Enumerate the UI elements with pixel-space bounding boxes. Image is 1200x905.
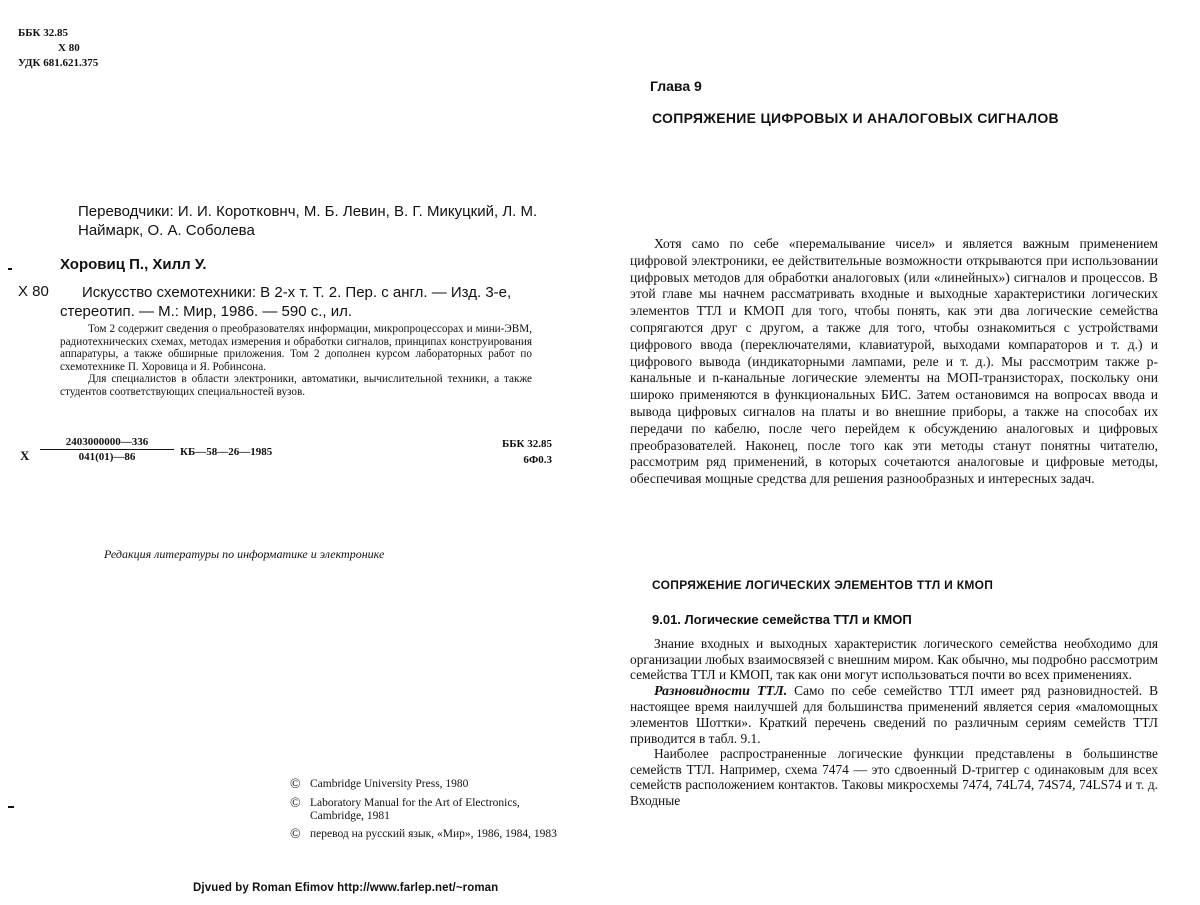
copyright-text: Cambridge University Press, 1980 bbox=[310, 778, 469, 790]
margin-mark bbox=[8, 806, 14, 808]
right-page bbox=[600, 0, 1200, 905]
copyright-icon: © bbox=[290, 777, 301, 792]
code-fraction bbox=[40, 436, 174, 463]
chapter-intro bbox=[630, 236, 1158, 488]
editorial-line: Редакция литературы по информатике и электронике bbox=[104, 547, 385, 561]
code-bbk: ББК 32.85 bbox=[502, 438, 553, 450]
subsection-heading: 9.01. Логические семейства ТТЛ и КМОП bbox=[652, 612, 912, 627]
code-denominator: 041(01)—86 bbox=[78, 451, 136, 463]
book-description bbox=[60, 283, 540, 321]
code-letter: X bbox=[20, 448, 30, 463]
copyright-icon: © bbox=[290, 827, 301, 842]
book-description-text: Искусство схемотехники: В 2-х т. Т. 2. Пер. с англ. — Изд. 3-е, стереотип. — М.: Мир, 1986. — 590 с., ил. bbox=[60, 284, 512, 320]
copyright-list bbox=[290, 778, 565, 847]
bbk-code: ББК 32.85 bbox=[18, 27, 69, 39]
body-paragraph bbox=[630, 683, 1158, 746]
chapter-title: СОПРЯЖЕНИЕ ЦИФРОВЫХ И АНАЛОГОВЫХ СИГНАЛОВ bbox=[652, 110, 1059, 126]
code-bbk-block bbox=[502, 436, 552, 468]
cipher-margin: X 80 bbox=[18, 283, 49, 300]
chapter-label: Глава 9 bbox=[650, 78, 702, 94]
translators-text: Переводчики: И. И. Коротковнч, М. Б. Левин, В. Г. Микуцкий, Л. М. Наймарк, О. А. Соболева bbox=[78, 203, 538, 239]
intro-paragraph: Хотя само по себе «перемалывание чисел» и является важным применением цифровой электроники, ее действительные возможности открываются при использовании цифровых методов для обработки аналоговых (или «линейных») сигналов и процессов. В этой главе мы начнем рассматривать входные и выходные характеристики логических элементов ТТЛ и КМОП для того, чтобы понять, как эти два логические семейства сопрягаются друг с другом, а также для того, чтобы ознакомиться с устройствами цифрового ввода (переключателями, клавиатурой, выходами компараторов и т. д.) и цифрового вывода (индикаторными лампами, реле и т. д.). Мы рассмотрим также p-канальные и n-канальные логические элементы на МОП-транзисторах, поскольку они широко применяются в функциональных БИС. Затем остановимся на вопросах ввода и вывода цифровых сигналов на платы и во внешние приборы, а также на способах их передачи по кабелю, после чего перейдем к обсуждению аналоговых и цифровых преобразователей. Наконец, после того как эти методы станут понятны читателю, рассмотрим ряд применений, в которых сочетаются аналоговые и цифровые методы, обеспечивая мощные средства для решения разнообразных и интересных задач. bbox=[630, 236, 1158, 487]
paragraph-lead: Разновидности ТТЛ. bbox=[654, 683, 788, 699]
publication-code bbox=[20, 436, 560, 476]
annotation bbox=[60, 323, 532, 398]
paragraph-text: Само по себе семейство ТТЛ имеет ряд разновидностей. В настоящее время наилучшей для большинства применений является серия «маломощных элементов Шоттки». Краткий перечень сведений по различным сериям семейств ТТЛ приводится в табл. 9.1. bbox=[630, 682, 1158, 746]
code-kb: КБ—58—26—1985 bbox=[180, 446, 273, 458]
code-index: 6Ф0.3 bbox=[523, 454, 553, 466]
code-numerator: 2403000000—336 bbox=[40, 436, 174, 450]
annotation-paragraph: Для специалистов в области электроники, автоматики, вычислительной техники, а также студентов соответствующих специальностей вузов. bbox=[60, 373, 532, 398]
copyright-item bbox=[290, 797, 565, 822]
copyright-text: Laboratory Manual for the Art of Electronics, Cambridge, 1981 bbox=[310, 797, 520, 822]
annotation-paragraph: Том 2 содержит сведения о преобразователях информации, микропроцессорах и мини-ЭВМ, радиотехнических схемах, методах измерения и обработки сигналов, принципах конструирования аппаратуры, а также обширные приложения. Том 2 дополнен курсом лабораторных работ по схемотехнике П. Хоровица и Я. Робинсона. bbox=[60, 323, 532, 373]
classification-block bbox=[18, 26, 98, 71]
section-body bbox=[630, 636, 1158, 809]
margin-mark bbox=[8, 268, 12, 270]
copyright-item bbox=[290, 778, 565, 791]
udk-code: УДК 681.621.375 bbox=[18, 57, 99, 69]
copyright-text: перевод на русский язык, «Мир», 1986, 1984, 1983 bbox=[310, 828, 557, 840]
authors: Хоровиц П., Хилл У. bbox=[60, 256, 207, 273]
copyright-icon: © bbox=[290, 796, 301, 811]
body-paragraph: Знание входных и выходных характеристик логического семейства необходимо для организации любых взаимосвязей с внешним миром. Как обычно, мы подробно рассмотрим семейства ТТЛ и КМОП, так как они могут использоваться почти во всех применениях. bbox=[630, 636, 1158, 683]
copyright-item bbox=[290, 828, 565, 841]
translators bbox=[78, 202, 558, 240]
body-paragraph: Наиболее распространенные логические функции представлены в большинстве семейств ТТЛ. Например, схема 7474 — это сдвоенный D-триггер с одинаковым для всех семейств расположением контактов. Таковы микросхемы 7474, 74L74, 74S74, 74LS74 и т. д. Входные bbox=[630, 746, 1158, 808]
scan-credit: Djvued by Roman Efimov http://www.farlep.net/~roman bbox=[193, 882, 499, 894]
cipher-code: Х 80 bbox=[58, 42, 80, 54]
section-heading: СОПРЯЖЕНИЕ ЛОГИЧЕСКИХ ЭЛЕМЕНТОВ ТТЛ И КМОП bbox=[652, 578, 994, 592]
